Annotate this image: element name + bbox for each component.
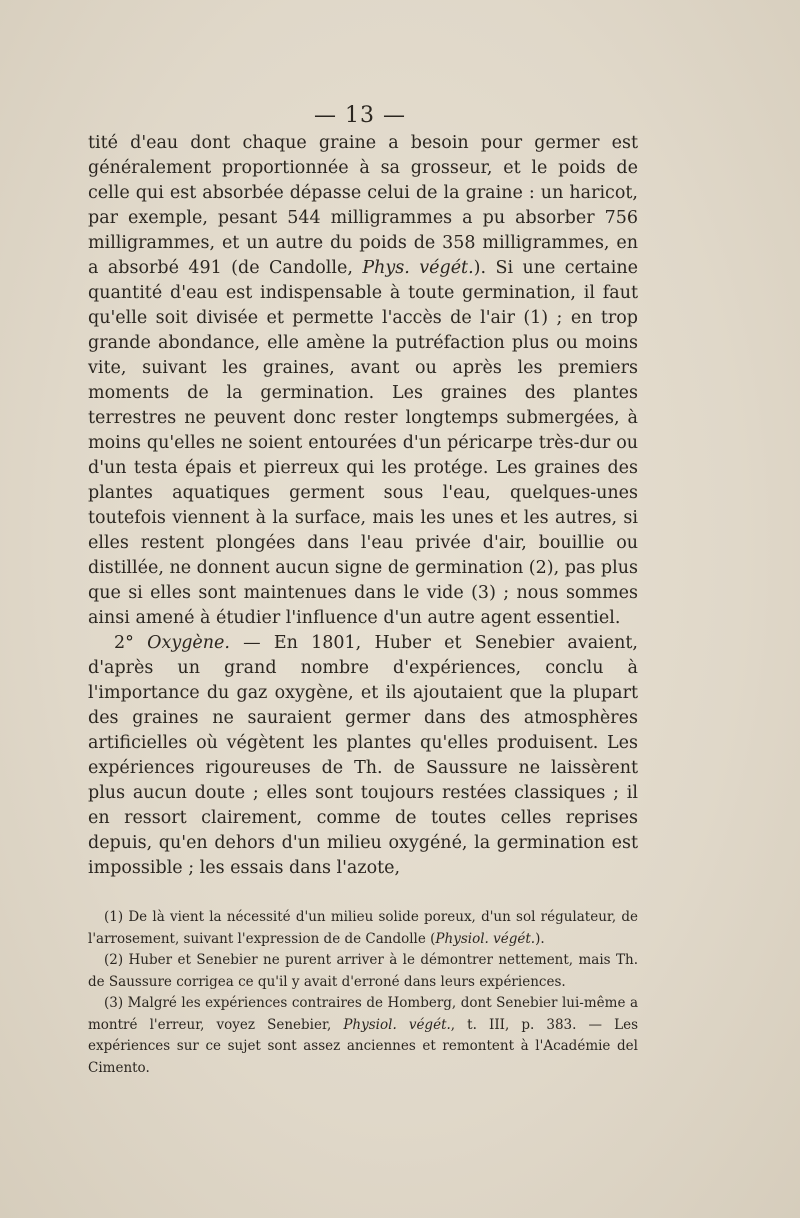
paragraph-water-text-2: ). Si une certaine quantité d'eau est indispensable à toute germination, il faut qu'elle soit divisée et permette l'accès de l'air (1) ; en trop grande abondance, elle amène la putréfaction plus ou moins vite, suivant les graines, avant ou après les premiers moments de la germination. Les graines des plantes terrestres ne peuvent donc rester longtemps submergées, à moins qu'elles ne soient entourées d'un péricarpe très-dur ou d'un testa épais et pierreux qui les protége. Les graines des plantes aquatiques germent sous l'eau, quelques-unes toutefois viennent à la surface, mais les unes et les autres, si elles restent plongées dans l'eau privée d'air, bouillie ou distillée, ne donnent aucun signe de germination (2), pas plus que si elles sont maintenues dans le vide (3) ; nous sommes ainsi amené à étudier l'influence d'un autre agent essentiel.: [88, 258, 639, 628]
footnote-3: [88, 993, 638, 1079]
footnotes: [88, 907, 638, 1079]
citation-phys-veget: Phys. végét.: [362, 258, 474, 278]
section-text: — En 1801, Huber et Senebier avaient, d'après un grand nombre d'expériences, conclu à l'importance du gaz oxygène, et ils ajoutaient que la plupart des graines ne sauraient germer dans des atmosphères artificielles où végètent les plantes qu'elles produisent. Les expériences rigoureuses de Th. de Saussure ne laissèrent plus aucun doute ; elles sont toujours restées classiques ; il en ressort clairement, comme de toutes celles reprises depuis, qu'en dehors d'un milieu oxygéné, la germination est impossible ; les essais dans l'azote,: [88, 633, 638, 878]
footnote-3-tail: , t. III, p. 383. — Les expériences sur ce sujet sont assez anciennes et remontent à l'Académie del Cimento.: [88, 1016, 638, 1076]
main-text: [88, 131, 638, 881]
paragraph-water-text-1: tité d'eau dont chaque graine a besoin pour germer est généralement proportionnée à sa grosseur, et le poids de celle qui est absorbée dépasse celui de la graine : un haricot, par exemple, pesant 544 milligrammes a pu absorber 756 milligrammes, et un autre du poids de 358 milligrammes, en a absorbé 491 (de Candolle,: [88, 133, 638, 278]
footnote-3-italic: Physiol. végét.: [343, 1016, 451, 1033]
footnote-1-tail: ).: [535, 930, 545, 947]
footnote-2: [88, 950, 638, 993]
footnote-2-text: (2) Huber et Senebier ne purent arriver à le démontrer nettement, mais Th. de Saussure corrigea ce qu'il y avait d'erroné dans leurs expériences.: [88, 952, 638, 990]
paragraph-oxygen: [88, 631, 638, 881]
footnote-1-text: (1) De là vient la nécessité d'un milieu solide poreux, d'un sol régulateur, de l'arrosement, suivant l'expression de de Candolle (: [88, 909, 638, 947]
footnote-3-text: (3) Malgré les expériences contraires de Homberg, dont Senebier lui-même a montré l'erreur, voyez Senebier,: [88, 995, 638, 1033]
footnote-1-italic: Physiol. végét.: [435, 930, 536, 947]
section-title: Oxygène.: [147, 633, 230, 653]
footnote-1: [88, 907, 638, 950]
section-number: 2°: [114, 633, 134, 653]
paragraph-water: [88, 131, 638, 631]
page-number: — 13 —: [314, 103, 406, 128]
